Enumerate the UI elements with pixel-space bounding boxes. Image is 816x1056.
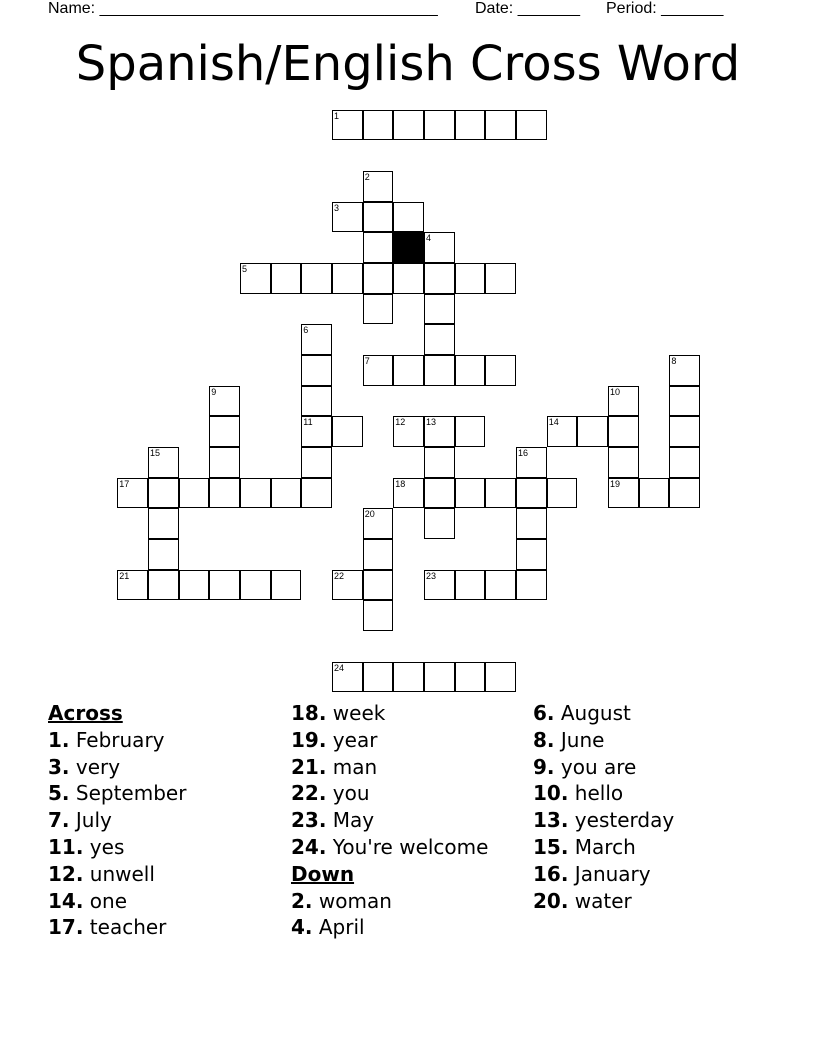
clue-number: 16.	[533, 861, 569, 886]
grid-cell[interactable]	[424, 570, 455, 601]
clue-number: 20.	[533, 888, 569, 913]
grid-cell[interactable]	[363, 263, 394, 294]
clue-text: March	[574, 834, 636, 859]
cell-number: 18	[395, 478, 406, 489]
grid-cell[interactable]	[393, 355, 424, 386]
grid-cell[interactable]	[393, 110, 424, 141]
grid-cell[interactable]	[424, 263, 455, 294]
clue-number: 9.	[533, 754, 555, 779]
grid-cell[interactable]	[424, 662, 455, 693]
grid-cell[interactable]	[301, 324, 332, 355]
grid-cell[interactable]	[240, 570, 271, 601]
clue-text: June	[560, 727, 605, 752]
grid-cell[interactable]	[485, 355, 516, 386]
clue-number: 22.	[291, 781, 327, 806]
cell-number: 10	[610, 386, 621, 397]
clue-item	[291, 834, 488, 861]
cell-number: 15	[150, 448, 161, 458]
grid-cell[interactable]	[209, 478, 240, 509]
grid-cell[interactable]	[608, 416, 639, 447]
grid-cell[interactable]	[639, 478, 670, 509]
cell-number: 4	[426, 233, 432, 244]
grid-cell[interactable]	[332, 416, 363, 447]
grid-cell[interactable]	[393, 202, 424, 233]
grid-cell[interactable]	[148, 539, 179, 570]
clue-number: 18.	[291, 701, 327, 725]
grid-cell[interactable]	[393, 662, 424, 693]
clue-item	[291, 727, 488, 754]
clue-text: year	[332, 727, 378, 752]
grid-cell[interactable]	[455, 416, 486, 447]
grid-cell[interactable]	[669, 386, 700, 417]
clue-number: 7.	[48, 808, 70, 833]
clue-text: August	[560, 701, 631, 725]
grid-cell[interactable]	[301, 355, 332, 386]
grid-cell[interactable]	[455, 662, 486, 693]
clue-text: April	[318, 915, 365, 940]
clue-number: 1.	[48, 727, 70, 752]
clue-item	[291, 888, 488, 915]
clue-item	[533, 807, 674, 834]
clue-number: 13.	[533, 808, 569, 833]
clue-list	[48, 700, 788, 960]
cell-number: 20	[364, 509, 375, 520]
grid-cell[interactable]	[669, 355, 700, 386]
grid-cell[interactable]	[301, 386, 332, 417]
clue-number: 10.	[533, 781, 569, 806]
cell-number: 9	[211, 386, 217, 397]
grid-cell[interactable]	[577, 416, 608, 447]
grid-cell[interactable]	[516, 110, 547, 141]
grid-cell[interactable]	[363, 600, 394, 631]
clue-text: one	[89, 888, 128, 913]
grid-cell[interactable]	[148, 570, 179, 601]
grid-cell[interactable]	[485, 662, 516, 693]
grid-cell[interactable]	[240, 263, 271, 294]
grid-cell[interactable]	[332, 202, 363, 233]
clue-section-heading: Down	[291, 861, 355, 886]
cell-number: 17	[119, 478, 130, 489]
cell-number: 2	[364, 172, 370, 182]
grid-cell[interactable]	[485, 570, 516, 601]
clue-text: July	[75, 808, 112, 833]
grid-cell[interactable]	[363, 355, 394, 386]
grid-cell[interactable]	[117, 478, 148, 509]
cell-number: 5	[242, 264, 248, 274]
grid-cell[interactable]	[209, 416, 240, 447]
grid-cell[interactable]	[301, 263, 332, 294]
clue-item	[48, 914, 186, 941]
grid-cell[interactable]	[547, 478, 578, 509]
cell-number: 13	[426, 417, 437, 428]
clue-item	[533, 861, 674, 888]
clue-item	[291, 807, 488, 834]
clue-text: February	[75, 727, 165, 752]
grid-cell[interactable]	[332, 263, 363, 294]
grid-cell[interactable]	[608, 447, 639, 478]
clue-section-heading: Across	[48, 701, 123, 725]
grid-cell[interactable]	[393, 478, 424, 509]
clue-text: woman	[318, 888, 392, 913]
clue-number: 12.	[48, 861, 84, 886]
clue-text: week	[332, 701, 386, 725]
grid-cell[interactable]	[424, 416, 455, 447]
grid-cell[interactable]	[455, 110, 486, 141]
clue-item	[291, 914, 488, 941]
grid-cell[interactable]	[209, 447, 240, 478]
clue-number: 4.	[291, 915, 313, 940]
grid-cell[interactable]	[301, 478, 332, 509]
clue-column-2	[291, 700, 488, 941]
clue-item	[533, 727, 674, 754]
cell-number: 11	[303, 417, 313, 428]
grid-cell[interactable]	[117, 570, 148, 601]
grid-cell[interactable]	[363, 662, 394, 693]
grid-cell[interactable]	[179, 478, 210, 509]
grid-cell[interactable]	[669, 416, 700, 447]
clue-number: 17.	[48, 915, 84, 940]
clue-text: May	[332, 808, 375, 833]
cell-number: 7	[364, 356, 370, 366]
grid-cell[interactable]	[669, 447, 700, 478]
clue-number: 2.	[291, 888, 313, 913]
clue-text: you are	[560, 754, 637, 779]
grid-cell[interactable]	[332, 662, 363, 693]
grid-cell[interactable]	[363, 294, 394, 325]
grid-cell[interactable]	[240, 478, 271, 509]
clue-number: 14.	[48, 888, 84, 913]
clue-number: 15.	[533, 834, 569, 859]
clue-number: 3.	[48, 754, 70, 779]
cell-number: 21	[119, 570, 130, 581]
clue-item	[48, 780, 186, 807]
cell-number: 14	[548, 417, 559, 428]
clue-number: 19.	[291, 727, 327, 752]
grid-cell[interactable]	[148, 478, 179, 509]
clue-item	[291, 754, 488, 781]
grid-cell[interactable]	[332, 570, 363, 601]
grid-cell[interactable]	[669, 478, 700, 509]
cell-number: 12	[395, 417, 406, 428]
clue-number: 24.	[291, 834, 327, 859]
period-field-label: Period: _______	[606, 0, 724, 17]
page-title: Spanish/English Cross Word	[75, 36, 741, 92]
grid-cell[interactable]	[516, 539, 547, 570]
grid-cell[interactable]	[209, 386, 240, 417]
clue-item	[533, 888, 674, 915]
cell-number: 16	[518, 448, 529, 458]
clue-item	[291, 780, 488, 807]
clue-text: yes	[89, 834, 125, 859]
grid-cell[interactable]	[363, 110, 394, 141]
clue-item	[48, 888, 186, 915]
grid-cell[interactable]	[148, 447, 179, 478]
clue-text: man	[332, 754, 378, 779]
grid-cell[interactable]	[608, 478, 639, 509]
grid-cell[interactable]	[363, 171, 394, 202]
grid-cell[interactable]	[271, 263, 302, 294]
clue-item	[48, 727, 186, 754]
grid-cell[interactable]	[485, 478, 516, 509]
clue-text: teacher	[89, 915, 167, 940]
cell-number: 24	[334, 662, 345, 673]
clue-text: September	[75, 781, 187, 806]
clue-item	[48, 754, 186, 781]
grid-cell[interactable]	[363, 570, 394, 601]
grid-cell[interactable]	[393, 263, 424, 294]
grid-cell[interactable]	[271, 570, 302, 601]
cell-number: 22	[334, 570, 345, 581]
clue-item	[533, 780, 674, 807]
grid-cell[interactable]	[455, 570, 486, 601]
clue-item	[48, 807, 186, 834]
grid-cell[interactable]	[516, 508, 547, 539]
clue-item	[533, 834, 674, 861]
cell-number: 19	[610, 478, 621, 489]
clue-number: 21.	[291, 754, 327, 779]
cell-number: 8	[671, 356, 677, 366]
clue-column-1	[48, 700, 186, 941]
grid-cell[interactable]	[424, 478, 455, 509]
clue-text: unwell	[89, 861, 155, 886]
clue-text: very	[75, 754, 121, 779]
grid-cell[interactable]	[455, 263, 486, 294]
grid-cell[interactable]	[363, 508, 394, 539]
clue-text: hello	[574, 781, 624, 806]
grid-cell[interactable]	[547, 416, 578, 447]
clue-number: 5.	[48, 781, 70, 806]
name-field-label: Name: ______________________________________	[48, 0, 438, 17]
clue-text: January	[574, 861, 651, 886]
grid-cell[interactable]	[424, 110, 455, 141]
grid-cell[interactable]	[332, 110, 363, 141]
clue-number: 23.	[291, 808, 327, 833]
grid-cell[interactable]	[516, 570, 547, 601]
clue-number: 8.	[533, 727, 555, 752]
clue-item	[533, 754, 674, 781]
clue-item	[533, 700, 674, 727]
grid-cell[interactable]	[301, 416, 332, 447]
grid-cell[interactable]	[424, 232, 455, 263]
grid-cell[interactable]	[424, 355, 455, 386]
clue-item	[48, 834, 186, 861]
clue-text: yesterday	[574, 808, 675, 833]
grid-cell[interactable]	[424, 324, 455, 355]
grid-cell[interactable]	[424, 294, 455, 325]
grid-cell[interactable]	[424, 508, 455, 539]
grid-cell[interactable]	[516, 478, 547, 509]
grid-cell[interactable]	[363, 539, 394, 570]
clue-text: You're welcome	[332, 834, 489, 859]
grid-cell[interactable]	[608, 386, 639, 417]
clue-item	[291, 700, 488, 727]
date-field-label: Date: _______	[475, 0, 580, 17]
cell-number: 6	[303, 325, 309, 336]
grid-cell[interactable]	[455, 355, 486, 386]
blocked-cell	[393, 232, 424, 263]
clue-text: water	[574, 888, 632, 913]
grid-cell[interactable]	[485, 263, 516, 294]
grid-cell[interactable]	[271, 478, 302, 509]
cell-number: 1	[334, 110, 340, 121]
grid-cell[interactable]	[455, 478, 486, 509]
grid-cell[interactable]	[209, 570, 240, 601]
grid-cell[interactable]	[179, 570, 210, 601]
grid-cell[interactable]	[485, 110, 516, 141]
clue-number: 6.	[533, 701, 555, 725]
clue-column-3	[533, 700, 674, 914]
grid-cell[interactable]	[363, 202, 394, 233]
cell-number: 3	[334, 202, 340, 213]
grid-cell[interactable]	[516, 447, 547, 478]
cell-number: 23	[426, 570, 437, 581]
grid-cell[interactable]	[301, 447, 332, 478]
grid-cell[interactable]	[363, 232, 394, 263]
clue-item	[48, 861, 186, 888]
grid-cell[interactable]	[393, 416, 424, 447]
clue-text: you	[332, 781, 370, 806]
grid-cell[interactable]	[424, 447, 455, 478]
clue-number: 11.	[48, 834, 84, 859]
grid-cell[interactable]	[148, 508, 179, 539]
